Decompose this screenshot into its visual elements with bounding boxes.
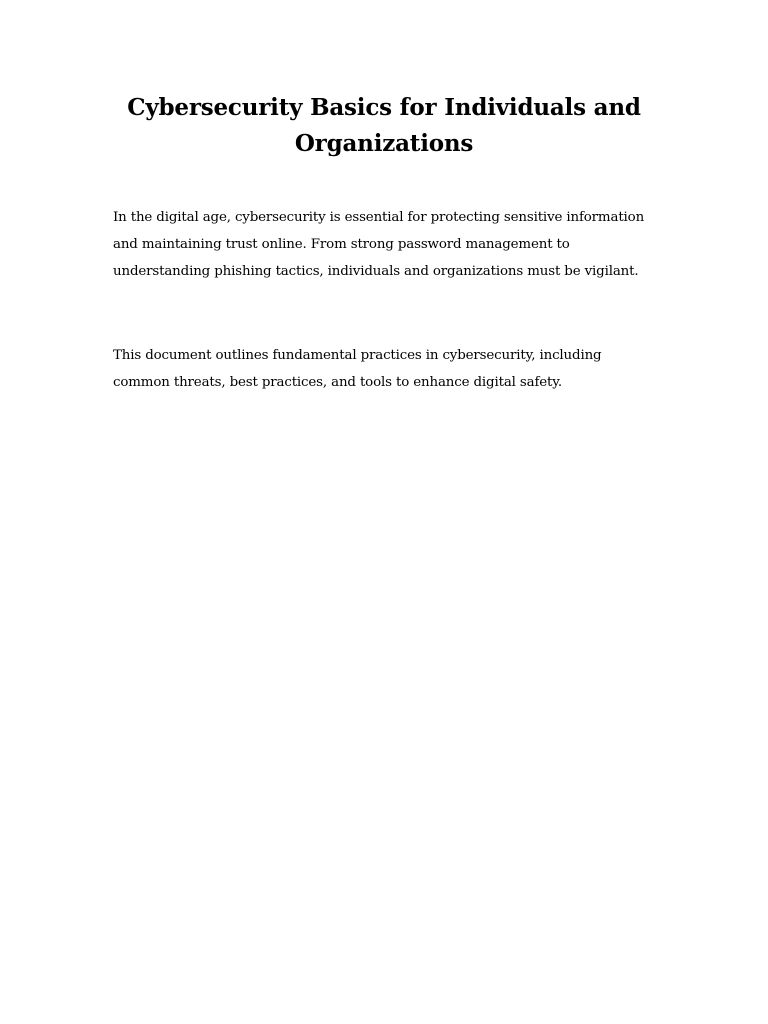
intro-paragraph: In the digital age, cybersecurity is essential for protecting sensitive information and maintaining trust online. From strong password management to understanding phishing tactics, individuals and organizations must be vigilant. — [113, 210, 645, 279]
outline-paragraph: This document outlines fundamental practices in cybersecurity, including common threats, best practices, and tools to enhance digital safety. — [113, 348, 602, 390]
document-title: Cybersecurity Basics for Individuals and Organizations — [127, 94, 641, 157]
